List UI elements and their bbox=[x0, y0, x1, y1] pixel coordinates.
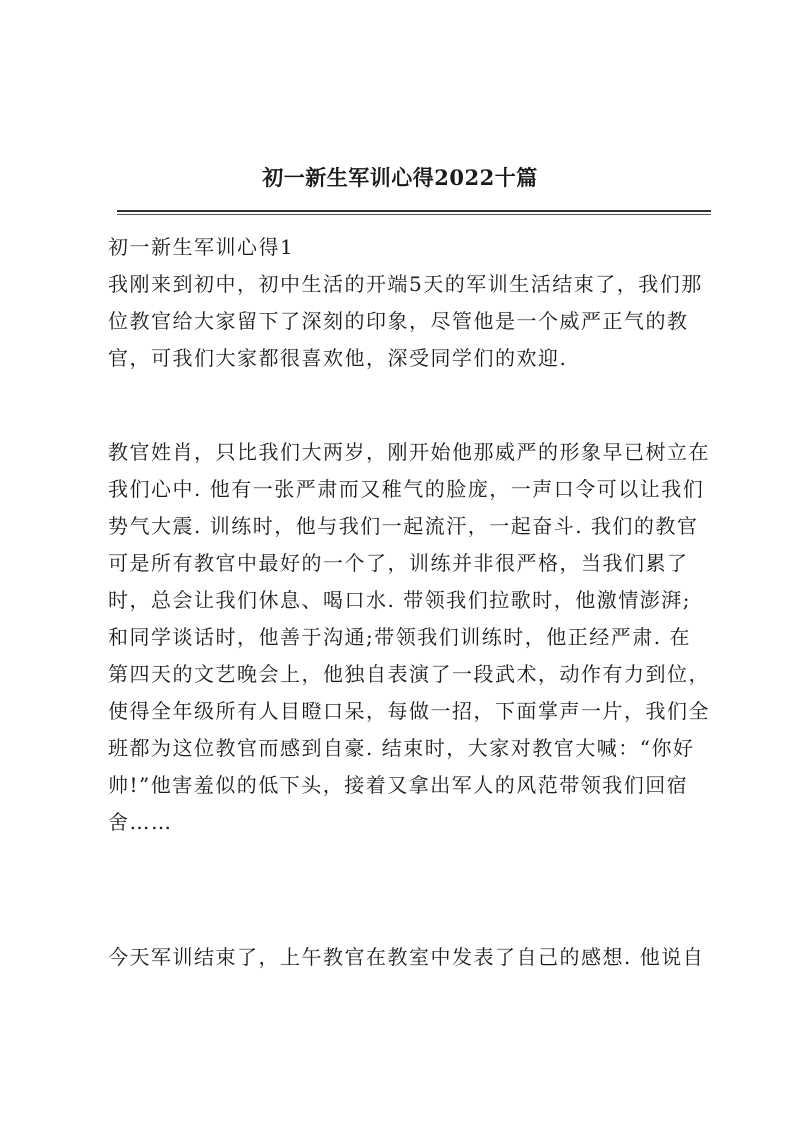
paragraph-line: 势气大震. 训练时，他与我们一起流汗，一起奋斗. 我们的教官 bbox=[108, 514, 699, 538]
section-heading-text: 初一新生军训心得1 bbox=[108, 235, 295, 259]
paragraph-line: 教官姓肖，只比我们大两岁，刚开始他那威严的形象早已树立在 bbox=[108, 440, 710, 464]
paragraph-line: 位教官给大家留下了深刻的印象，尽管他是一个威严正气的教 bbox=[108, 309, 689, 333]
paragraph-line: 使得全年级所有人目瞪口呆，每做一招，下面掌声一片，我们全 bbox=[108, 699, 710, 723]
paragraph-line: 和同学谈话时，他善于沟通;带领我们训练时，他正经严肃. 在 bbox=[108, 625, 691, 649]
title-divider-thin bbox=[117, 214, 711, 215]
paragraph-3 bbox=[108, 939, 708, 976]
paragraph-line: 可是所有教官中最好的一个了，训练并非很严格，当我们累了 bbox=[108, 551, 689, 575]
paragraph-2 bbox=[108, 434, 708, 841]
paragraph-1 bbox=[108, 266, 708, 377]
paragraph-line: 官，可我们大家都很喜欢他，深受同学们的欢迎. bbox=[108, 346, 568, 370]
paragraph-line: 我们心中. 他有一张严肃而又稚气的脸庞，一声口令可以让我们 bbox=[108, 477, 705, 501]
paragraph-line: 今天军训结束了，上午教官在教室中发表了自己的感想. 他说自 bbox=[108, 945, 705, 969]
title-divider bbox=[117, 210, 711, 212]
paragraph-line: 时，总会让我们休息、喝口水. 带领我们拉歌时，他激情澎湃; bbox=[108, 588, 691, 612]
paragraph-line: 舍…… bbox=[108, 810, 173, 834]
paragraph-line: 我刚来到初中，初中生活的开端5天的军训生活结束了，我们那 bbox=[108, 272, 703, 296]
section-heading bbox=[108, 229, 708, 266]
paragraph-line: 第四天的文艺晚会上，他独自表演了一段武术，动作有力到位， bbox=[108, 662, 710, 686]
paragraph-line: 班都为这位教官而感到自豪. 结束时，大家对教官大喊：“你好 bbox=[108, 736, 695, 760]
document-title: 初一新生军训心得2022十篇 bbox=[262, 165, 538, 190]
paragraph-line: 帅!”他害羞似的低下头，接着又拿出军人的风范带领我们回宿 bbox=[108, 773, 689, 797]
